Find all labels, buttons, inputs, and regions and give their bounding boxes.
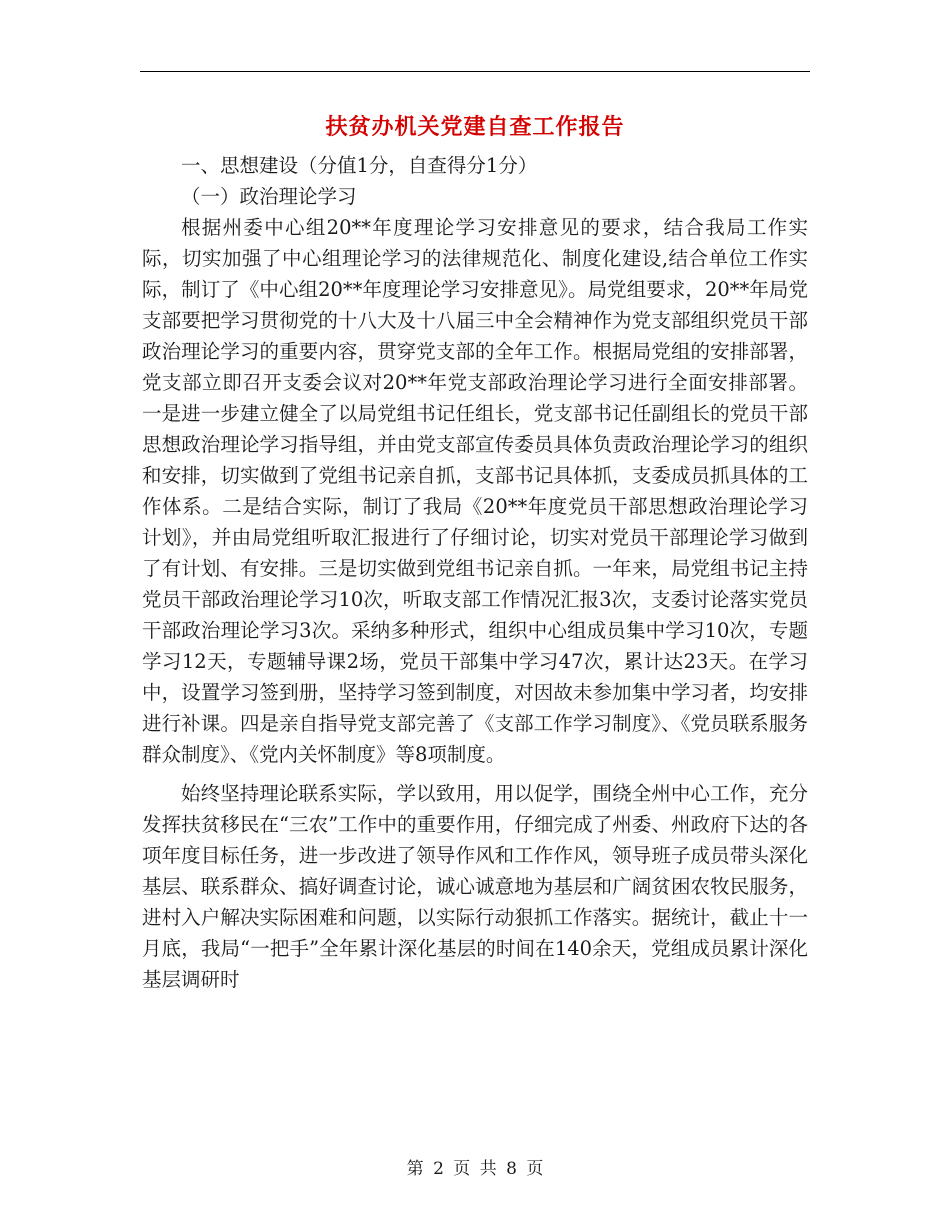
page-number-footer: 第 2 页 共 8 页 <box>406 1159 544 1179</box>
document-body <box>142 150 808 995</box>
body-paragraph-1: 根据州委中心组20**年度理论学习安排意见的要求，结合我局工作实际，切实加强了中心组理论学习的法律规范化、制度化建设,结合单位工作实际，制订了《中心组20**年度理论学习安排意见》。局党组要求，20**年局党支部要把学习贯彻党的十八大及十八届三中全会精神作为党支部组织党员干部政治理论学习的重要内容，贯穿党支部的全年工作。根据局党组的安排部署，党支部立即召开支委会议对20**年党支部政治理论学习进行全面安排部署。一是进一步建立健全了以局党组书记任组长，党支部书记任副组长的党员干部思想政治理论学习指导组，并由党支部宣传委员具体负责政治理论学习的组织和安排，切实做到了党组书记亲自抓，支部书记具体抓，支委成员抓具体的工作体系。二是结合实际，制订了我局《20**年度党员干部思想政治理论学习计划》，并由局党组听取汇报进行了仔细讨论，切实对党员干部理论学习做到了有计划、有安排。三是切实做到党组书记亲自抓。一年来，局党组书记主持党员干部政治理论学习10次，听取支部工作情况汇报3次，支委讨论落实党员干部政治理论学习3次。采纳多种形式，组织中心组成员集中学习10次，专题学习12天，专题辅导课2场，党员干部集中学习47次，累计达23天。在学习中，设置学习签到册，坚持学习签到制度，对因故未参加集中学习者，均安排进行补课。四是亲自指导党支部完善了《支部工作学习制度》、《党员联系服务群众制度》、《党内关怀制度》等8项制度。 <box>142 216 808 766</box>
section-heading: 一、思想建设（分值1分，自查得分1分） <box>181 154 538 177</box>
document-title: 扶贫办机关党建自查工作报告 <box>325 114 625 140</box>
body-paragraph-2: 始终坚持理论联系实际，学以致用，用以促学，围绕全州中心工作，充分发挥扶贫移民在“三农”工作中的重要作用，仔细完成了州委、州政府下达的各项年度目标任务，进一步改进了领导作风和工作作风，领导班子成员带头深化基层、联系群众、搞好调查讨论，诚心诚意地为基层和广阔贫困农牧民服务，进村入户解决实际困难和问题，以实际行动狠抓工作落实。据统计，截止十一月底，我局“一把手”全年累计深化基层的时间在140余天，党组成员累计深化基层调研时 <box>142 782 808 991</box>
subsection-heading: （一）政治理论学习 <box>181 185 357 208</box>
header-rule <box>140 71 810 72</box>
